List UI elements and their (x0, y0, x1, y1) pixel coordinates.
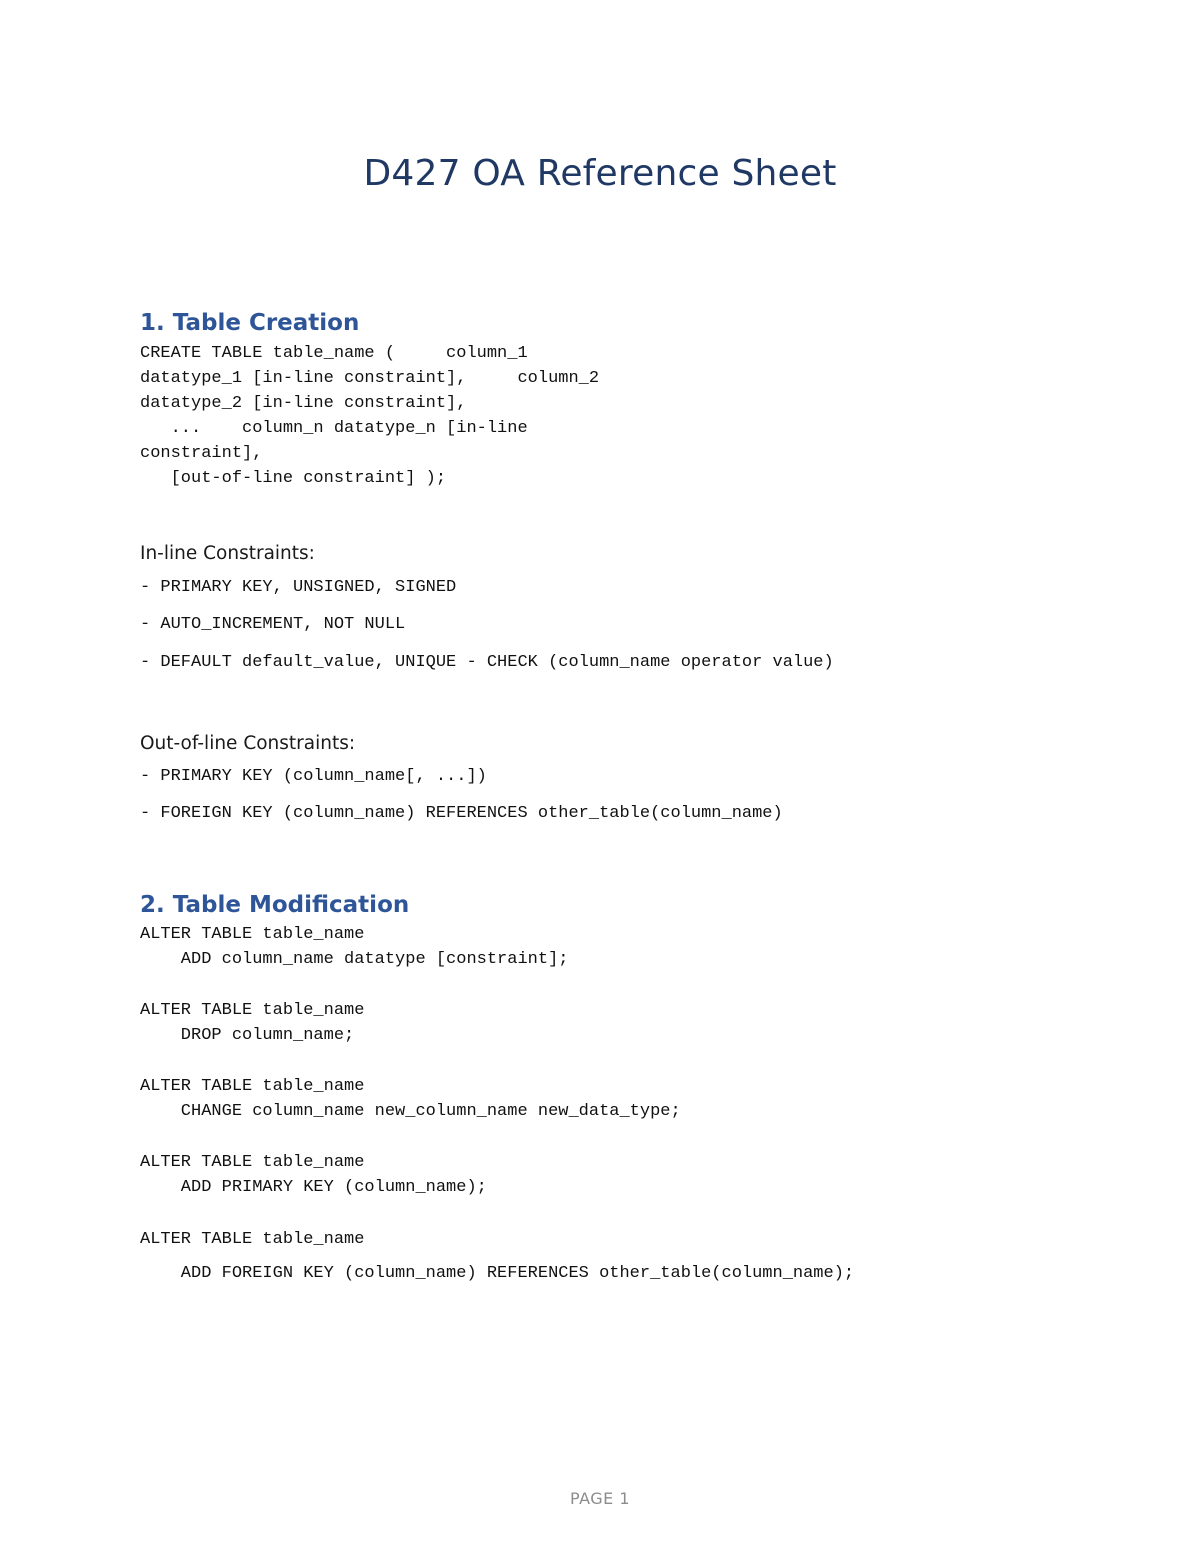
page-number: PAGE 1 (569, 1489, 631, 1508)
alter-add-column-syntax: ALTER TABLE table_name ADD column_name datatype [constraint]; (140, 925, 569, 969)
inline-constraint-item: - PRIMARY KEY, UNSIGNED, SIGNED (140, 578, 457, 597)
create-table-syntax: CREATE TABLE table_name ( column_1 datatype_1 [in-line constraint], column_2 datatype_2 [in-line constraint], ... column_n datatype_n [in-line constraint], [out-of-line constraint] ); (140, 344, 600, 488)
alter-drop-column-syntax: ALTER TABLE table_name DROP column_name; (140, 1001, 365, 1045)
outofline-constraint-item: - FOREIGN KEY (column_name) REFERENCES other_table(column_name) (140, 804, 783, 823)
inline-constraints-label: In-line Constraints: (140, 543, 315, 564)
section-heading-table-creation: 1. Table Creation (140, 310, 360, 336)
outofline-constraints-label: Out-of-line Constraints: (140, 733, 356, 754)
alter-add-foreign-key-line-1: ALTER TABLE table_name (140, 1230, 365, 1249)
alter-add-primary-key-syntax: ALTER TABLE table_name ADD PRIMARY KEY (column_name); (140, 1153, 487, 1197)
section-heading-table-modification: 2. Table Modification (140, 892, 410, 918)
alter-add-foreign-key-line-2: ADD FOREIGN KEY (column_name) REFERENCES other_table(column_name); (140, 1264, 855, 1283)
inline-constraint-item: - DEFAULT default_value, UNIQUE - CHECK (column_name operator value) (140, 653, 834, 672)
alter-change-column-syntax: ALTER TABLE table_name CHANGE column_name new_column_name new_data_type; (140, 1077, 681, 1121)
inline-constraint-item: - AUTO_INCREMENT, NOT NULL (140, 615, 406, 634)
outofline-constraint-item: - PRIMARY KEY (column_name[, ...]) (140, 767, 487, 786)
page-title: D427 OA Reference Sheet (363, 153, 837, 194)
